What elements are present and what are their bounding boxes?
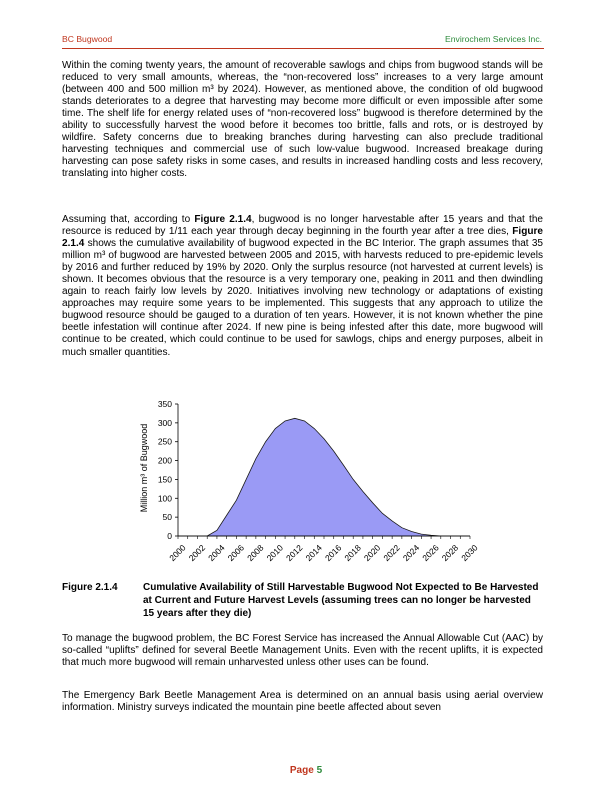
x-tick-label: 2018	[342, 542, 363, 564]
x-tick-label: 2016	[322, 542, 344, 564]
x-tick-label: 2010	[264, 542, 285, 564]
paragraph-2-part-b: , bugwood is no longer harvestable after 15 years and that the resource is reduced by 1/11 each year through decay beginning in the fourth year after a tree dies,	[62, 214, 543, 238]
x-tick-label: 2020	[361, 542, 383, 564]
x-tick-label: 2030	[459, 542, 480, 564]
footer-label: Page	[289, 765, 317, 776]
bugwood-area-chart	[130, 396, 490, 576]
figure-reference: Figure 2.1.4	[194, 214, 252, 225]
y-tick-label: 0	[167, 531, 172, 541]
y-tick-label: 100	[157, 493, 172, 504]
series-area	[178, 418, 470, 536]
x-tick-label: 2006	[225, 542, 247, 564]
x-tick-label: 2008	[245, 542, 266, 564]
page-header	[62, 34, 542, 48]
y-tick-label: 200	[157, 455, 172, 466]
figure-2-1-4	[130, 396, 490, 576]
x-tick-label: 2022	[381, 542, 402, 564]
header-right: Envirochem Services Inc.	[445, 34, 542, 44]
x-tick-label: 2028	[439, 542, 461, 564]
header-left: BC Bugwood	[62, 34, 113, 44]
y-tick-label: 350	[157, 399, 172, 409]
y-tick-label: 150	[157, 474, 172, 485]
figure-reference: Figure 2.1.4	[62, 226, 543, 250]
paragraph-2-part-a: Assuming that, according to	[62, 214, 195, 225]
paragraph-4: The Emergency Bark Beetle Management Area is determined on an annual basis using aerial overview information. Ministry surveys indicated the mountain pine beetle affected about seven	[62, 690, 543, 714]
y-tick-label: 300	[157, 417, 172, 428]
paragraph-3: To manage the bugwood problem, the BC Forest Service has increased the Annual Allowable Cut (AAC) by so-called “uplifts” defined for several Beetle Management Units. Even with the recent uplifts, it is expected that much more bugwood will remain unharvested unless other uses can be found.	[62, 633, 543, 669]
x-tick-label: 2014	[303, 542, 324, 564]
x-tick-label: 2012	[284, 542, 305, 564]
paragraph-2	[62, 214, 543, 359]
y-axis-label: Million m³ of Bugwood	[139, 423, 149, 513]
x-tick-label: 2024	[400, 542, 422, 564]
x-tick-label: 2004	[206, 542, 227, 564]
caption-text: Cumulative Availability of Still Harvestable Bugwood Not Expected to Be Harvested at Current and Future Harvest Levels (assuming trees can no longer be harvested 15 years after they die)	[143, 582, 539, 619]
y-tick-label: 250	[157, 436, 172, 447]
page-footer	[0, 765, 612, 776]
x-tick-label: 2026	[420, 542, 441, 564]
paragraph-2-part-c: shows the cumulative availability of bugwood expected in the BC Interior. The graph assumes that 35 million m³ of bugwood are harvested between 2005 and 2015, with harvests reduced to pre-epidemic levels by 2016 and further reduced by 19% by 2020. Only the surplus resource (not harvested at current levels) is shown. It becomes obvious that the resource is a very temporary one, peaking in 2011 and then dwindling again to reach fairly low levels by 2020. Initiatives involving new technology or adaptations of existing approaches may require some years to be implemented. This suggests that any approach to utilize the bugwood resource should be gauged to a duration of ten years. However, it is not known whether the pine beetle infestation will continue after 2024. If new pine is being infested after this date, more bugwood will continue to be created, which could continue to be used for sawlogs, chips and energy purposes, albeit in much smaller quantities.	[62, 238, 543, 358]
x-tick-label: 2002	[186, 542, 208, 564]
header-rule	[62, 48, 544, 49]
x-tick-label: 2000	[167, 542, 188, 564]
y-tick-label: 50	[162, 512, 172, 523]
caption-number: Figure 2.1.4	[62, 582, 118, 593]
paragraph-1: Within the coming twenty years, the amount of recoverable sawlogs and chips from bugwood stands will be reduced to very small amounts, whereas, the “non-recovered loss” increases to a very large amount (between 400 and 500 million m³ by 2024). However, as mentioned above, the condition of old bugwood stands deteriorates to a degree that harvesting may become more difficult or even impossible after some time. The shelf life for energy related uses of “non-recovered loss” bugwood is therefore determined by the ability to successfully harvest the wood before it becomes too brittle, falls and rots, or is destroyed by wildfire. Safety concerns due to breaking branches during harvesting can also preclude traditional harvesting techniques and commercial use of such low-value bugwood. Increased breakage during harvesting can pose safety risks in some cases, and results in increased handling costs and less recovery, translating into higher costs.	[62, 60, 543, 180]
page-number: 5	[316, 765, 323, 776]
